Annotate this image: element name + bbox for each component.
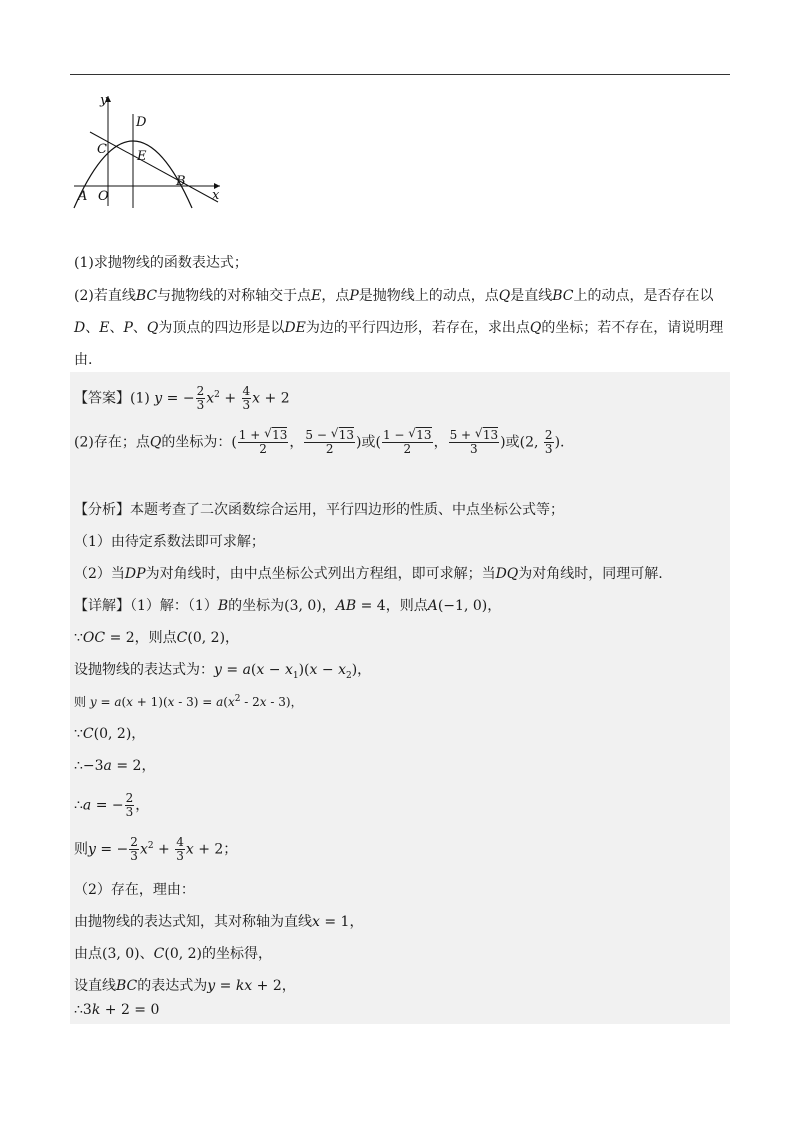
question-part2-line2: D、E、P、Q为顶点的四边形是以DE为边的平行四边形，若存在，求出点Q的坐标；若不存在，请说明理 <box>74 320 724 336</box>
parabola-diagram <box>70 90 230 210</box>
detail-line4: 则 $y = a(x + 1)(x - 3) = a(x^2 - 2x - 3)$， <box>74 694 303 709</box>
detail-line5: ∵C(0, 2)， <box>74 726 146 742</box>
detail-line7: ∴a = − $\frac{2}{3}$ ， <box>74 791 150 819</box>
parabola-figure <box>70 90 230 210</box>
label-b: B <box>176 174 186 189</box>
question-part2-line1: (2)若直线BC与抛物线的对称轴交于点E，点P是抛物线上的动点，点Q是直线BC上的动点，是否存在以 <box>74 288 714 304</box>
answer-line1: 【答案】(1) y = − $\frac{2}{3}$ $x^2$ + $\frac{4}{3}$ x + 2 <box>74 384 290 412</box>
label-d: D <box>136 115 147 130</box>
detail-line2: ∵OC = 2，则点C(0, 2)， <box>74 630 240 646</box>
detail-line9: （2）存在，理由： <box>74 882 195 898</box>
detail-line1: 【详解】（1）解：（1）B的坐标为(3, 0)，AB = 4，则点A(−1, 0)， <box>74 598 502 614</box>
label-o: O <box>98 189 109 204</box>
label-e: E <box>137 149 147 164</box>
detail-line10: 由抛物线的表达式知，其对称轴为直线x = 1， <box>74 914 364 930</box>
analysis-line2: （1）由待定系数法即可求解； <box>74 534 265 550</box>
question-part2-line3: 由. <box>74 352 93 368</box>
detail-line12: 设直线BC的表达式为y = kx + 2， <box>74 978 296 994</box>
label-a: A <box>78 189 88 204</box>
detail-line11: 由点(3, 0)、C(0, 2)的坐标得， <box>74 946 272 962</box>
line-bc <box>90 132 218 202</box>
header-rule <box>70 74 730 75</box>
label-c: C <box>97 142 107 157</box>
label-x: x <box>212 188 220 203</box>
detail-line6: ∴−3a = 2， <box>74 758 156 774</box>
analysis-line3: （2）当DP为对角线时，由中点坐标公式列出方程组，即可求解；当DQ为对角线时，同理可解. <box>74 566 663 582</box>
detail-line3: 设抛物线的表达式为：$y = a(x - x_1)(x - x_2)$， <box>74 662 372 681</box>
analysis-line1: 【分析】本题考查了二次函数综合运用，平行四边形的性质、中点坐标公式等； <box>74 502 564 518</box>
label-y: y <box>100 93 108 108</box>
answer-line2: (2)存在；点Q的坐标为：( $\frac{1 + √ 13}{2}$ ， $\frac{5 - √ 13}{2}$ )或( $\frac{1 - √ 13}{2}$ ， $\frac{5 + √ 13}{3}$ )或(2, $\frac{2}{3}$ ). <box>74 429 564 456</box>
question-part1: (1)求抛物线的函数表达式； <box>74 255 248 271</box>
detail-line13: ∴3k + 2 = 0 <box>74 1002 160 1018</box>
detail-line8: 则y = − $\frac{2}{3}$ $x^2$ + $\frac{4}{3}$ x + 2； <box>74 835 238 863</box>
